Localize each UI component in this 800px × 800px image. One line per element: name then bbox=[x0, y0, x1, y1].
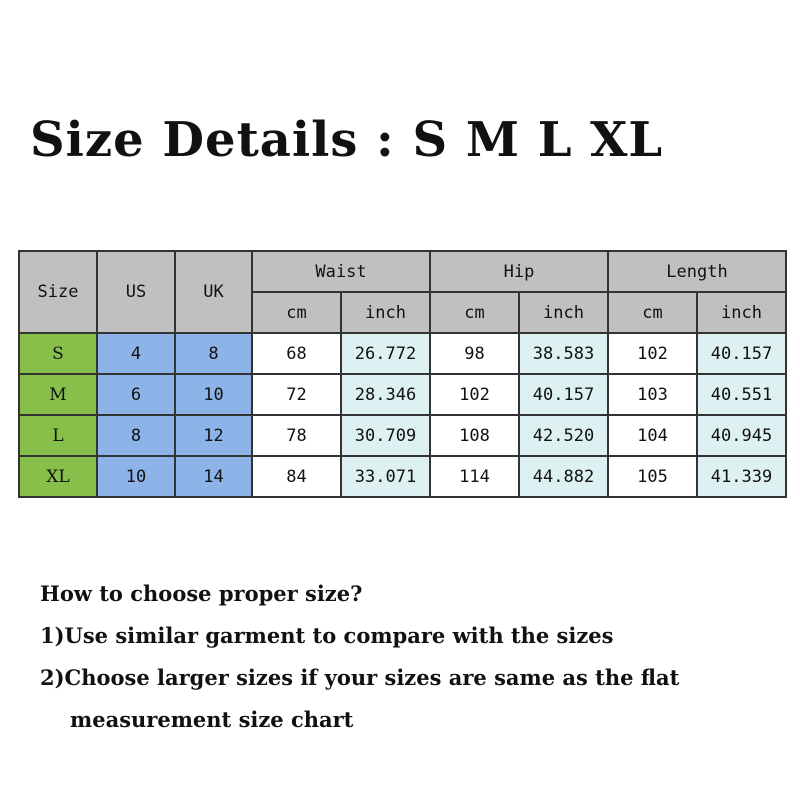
cell-us: 6 bbox=[97, 374, 175, 415]
cell-hip-inch: 44.882 bbox=[519, 456, 608, 497]
size-chart-table bbox=[18, 250, 787, 498]
cell-length-cm: 105 bbox=[608, 456, 697, 497]
cell-hip-inch: 40.157 bbox=[519, 374, 608, 415]
header-waist-cm: cm bbox=[252, 292, 341, 333]
header-hip-cm: cm bbox=[430, 292, 519, 333]
notes-line-3: measurement size chart bbox=[70, 707, 354, 732]
cell-hip-cm: 108 bbox=[430, 415, 519, 456]
table-row bbox=[19, 333, 786, 374]
table-row bbox=[19, 374, 786, 415]
cell-hip-cm: 102 bbox=[430, 374, 519, 415]
cell-uk: 8 bbox=[175, 333, 252, 374]
page-title: Size Details : S M L XL bbox=[30, 112, 664, 168]
cell-hip-inch: 38.583 bbox=[519, 333, 608, 374]
cell-us: 8 bbox=[97, 415, 175, 456]
cell-waist-cm: 78 bbox=[252, 415, 341, 456]
cell-us: 10 bbox=[97, 456, 175, 497]
cell-us: 4 bbox=[97, 333, 175, 374]
cell-size: L bbox=[19, 415, 97, 456]
header-length: Length bbox=[608, 251, 786, 292]
size-guide-notes bbox=[40, 573, 780, 741]
header-waist-inch: inch bbox=[341, 292, 430, 333]
cell-size: S bbox=[19, 333, 97, 374]
header-us: US bbox=[97, 251, 175, 333]
table-row bbox=[19, 456, 786, 497]
cell-hip-inch: 42.520 bbox=[519, 415, 608, 456]
cell-length-cm: 104 bbox=[608, 415, 697, 456]
header-size: Size bbox=[19, 251, 97, 333]
cell-size: M bbox=[19, 374, 97, 415]
notes-line-1: 1)Use similar garment to compare with the sizes bbox=[40, 623, 614, 648]
cell-length-inch: 41.339 bbox=[697, 456, 786, 497]
cell-waist-inch: 26.772 bbox=[341, 333, 430, 374]
cell-waist-cm: 72 bbox=[252, 374, 341, 415]
cell-length-inch: 40.157 bbox=[697, 333, 786, 374]
header-length-cm: cm bbox=[608, 292, 697, 333]
cell-waist-inch: 33.071 bbox=[341, 456, 430, 497]
header-row-top bbox=[19, 251, 786, 292]
cell-waist-cm: 68 bbox=[252, 333, 341, 374]
notes-line-2: 2)Choose larger sizes if your sizes are same as the flat bbox=[40, 665, 680, 690]
table-row bbox=[19, 415, 786, 456]
cell-waist-inch: 30.709 bbox=[341, 415, 430, 456]
cell-length-cm: 103 bbox=[608, 374, 697, 415]
header-length-inch: inch bbox=[697, 292, 786, 333]
header-hip-inch: inch bbox=[519, 292, 608, 333]
cell-uk: 14 bbox=[175, 456, 252, 497]
header-uk: UK bbox=[175, 251, 252, 333]
cell-uk: 10 bbox=[175, 374, 252, 415]
cell-hip-cm: 98 bbox=[430, 333, 519, 374]
cell-length-inch: 40.551 bbox=[697, 374, 786, 415]
header-hip: Hip bbox=[430, 251, 608, 292]
cell-uk: 12 bbox=[175, 415, 252, 456]
cell-length-cm: 102 bbox=[608, 333, 697, 374]
notes-heading: How to choose proper size? bbox=[40, 581, 363, 606]
cell-waist-inch: 28.346 bbox=[341, 374, 430, 415]
header-waist: Waist bbox=[252, 251, 430, 292]
cell-waist-cm: 84 bbox=[252, 456, 341, 497]
cell-hip-cm: 114 bbox=[430, 456, 519, 497]
cell-size: XL bbox=[19, 456, 97, 497]
cell-length-inch: 40.945 bbox=[697, 415, 786, 456]
